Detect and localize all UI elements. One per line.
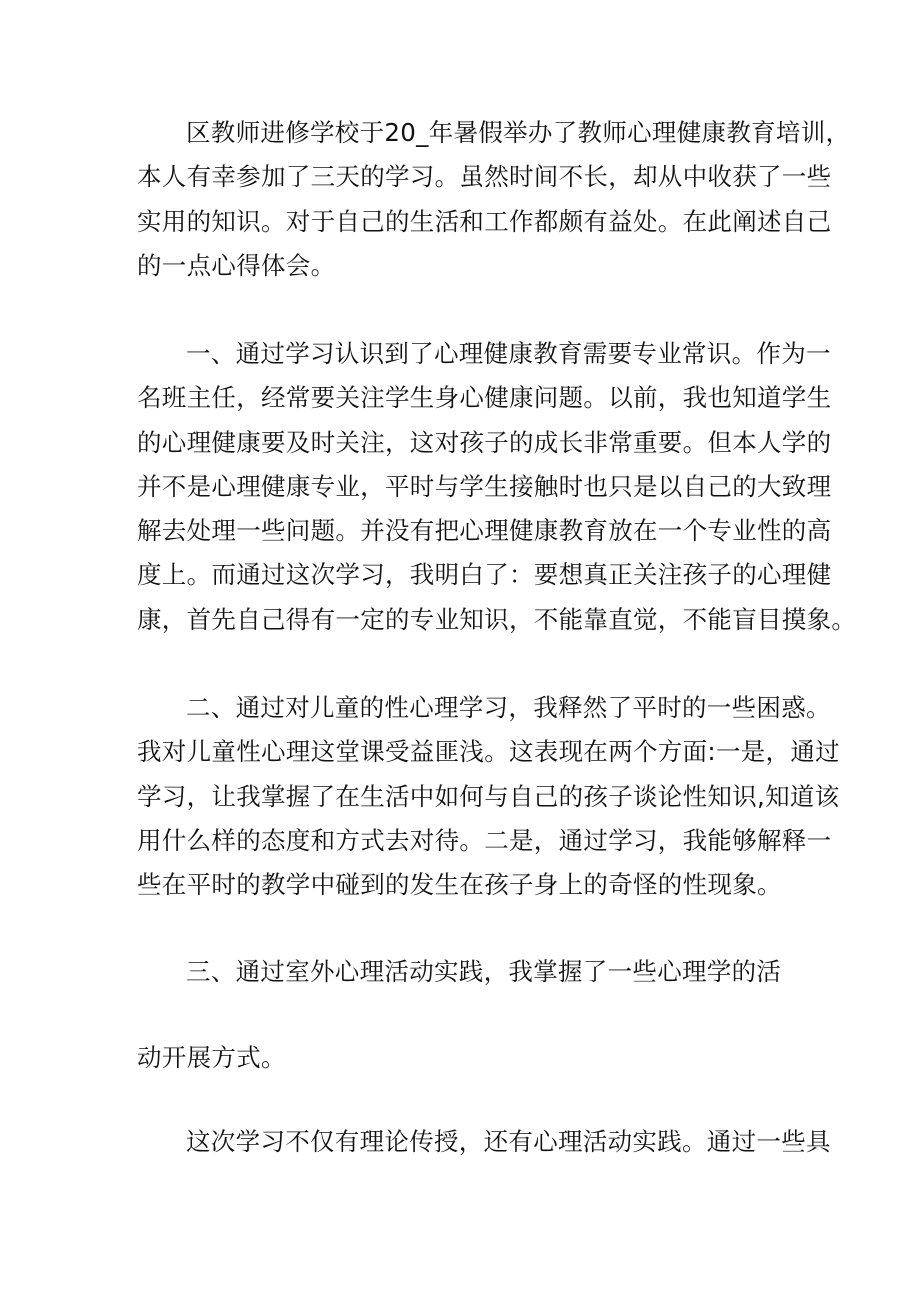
- paragraph-section-three-continued: [137, 1036, 286, 1080]
- paragraph-section-two: [137, 686, 840, 907]
- text-line: 二、通过对儿童的性心理学习，我释然了平时的一些困惑。: [186, 693, 831, 722]
- text-line: 这次学习不仅有理论传授，还有心理活动实践。通过一些具: [186, 1127, 831, 1156]
- paragraph-section-one: [137, 332, 856, 642]
- text-line: 康，首先自己得有一定的专业知识，不能靠直觉，不能盲目摸象。: [137, 604, 857, 634]
- text-line: 三、通过室外心理活动实践，我掌握了一些心理学的活: [186, 957, 782, 986]
- text-line: 我对儿童性心理这堂课受益匪浅。这表现在两个方面:一是，通过: [137, 737, 840, 767]
- text-line: 学习，让我掌握了在生活中如何与自己的孩子谈论性知识,知道该: [137, 781, 840, 811]
- text-line: 区教师进修学校于20_年暑假举办了教师心理健康教育培训，: [186, 118, 851, 147]
- text-line: 的一点心得体会。: [137, 250, 336, 280]
- text-line: 动开展方式。: [137, 1043, 286, 1072]
- text-line: 些在平时的教学中碰到的发生在孩子身上的奇怪的性现象。: [137, 870, 782, 900]
- text-line: 解去处理一些问题。并没有把心理健康教育放在一个专业性的高: [137, 516, 832, 546]
- text-line: 用什么样的态度和方式去对待。二是，通过学习，我能够解释一: [137, 825, 832, 855]
- text-line: 并不是心理健康专业，平时与学生接触时也只是以自己的大致理: [137, 471, 832, 501]
- text-line: 一、通过学习认识到了心理健康教育需要专业常识。作为一: [186, 339, 831, 368]
- paragraph-practice: [137, 1120, 831, 1164]
- text-line: 实用的知识。对于自己的生活和工作都颇有益处。在此阐述自己: [137, 206, 832, 236]
- text-line: 的心理健康要及时关注，这对孩子的成长非常重要。但本人学的: [137, 427, 832, 457]
- text-line: 度上。而通过这次学习，我明白了：要想真正关注孩子的心理健: [137, 560, 832, 590]
- text-line: 名班主任，经常要关注学生身心健康问题。以前，我也知道学生: [137, 383, 832, 413]
- paragraph-intro: [137, 111, 850, 288]
- paragraph-section-three: [137, 950, 781, 994]
- text-line: 本人有幸参加了三天的学习。虽然时间不长，却从中收获了一些: [137, 162, 832, 192]
